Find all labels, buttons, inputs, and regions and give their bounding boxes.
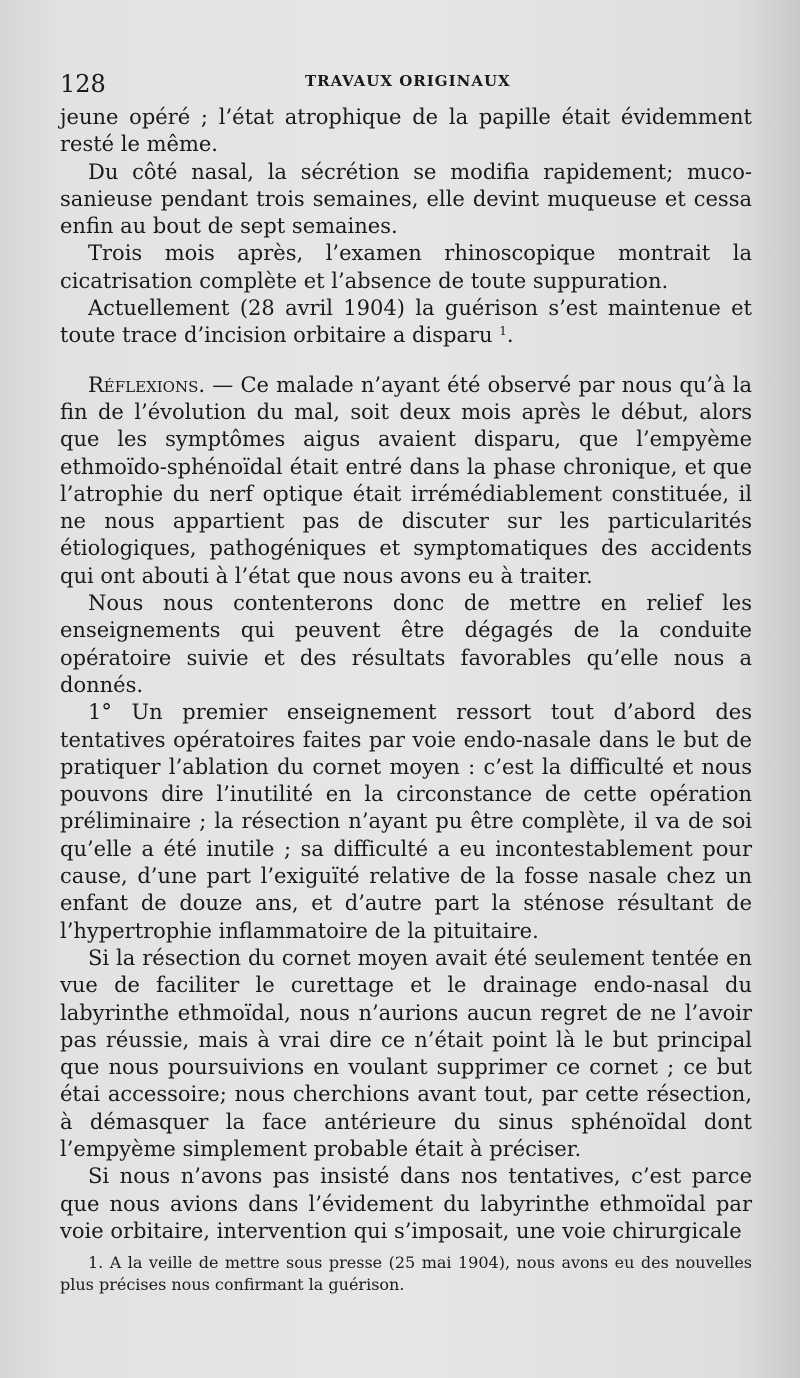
- footnote-ref: 1: [499, 324, 507, 339]
- section-heading: Réflexions.: [88, 372, 206, 397]
- paragraph: Si la résection du cornet moyen avait été seulement tentée en vue de faciliter le curettage et le drainage endo-nasal du labyrinthe ethmoïdal, nous n’aurions aucun regret de ne l’avoir pas réussie, mais à vrai dire ce n’était point là le but principal que nous poursuivions en voulant supprimer ce cornet ; ce but étai accessoire; nous cherchions avant tout, par cette résection, à démasquer la face antérieure du sinus sphénoïdal dont l’empyème simplement probable était à préciser.: [60, 945, 752, 1161]
- paragraph: Trois mois après, l’examen rhinoscopique montrait la cicatrisation complète et l’absence de toute suppuration.: [60, 241, 752, 293]
- running-head: TRAVAUX ORIGINAUX: [305, 72, 511, 90]
- page-header: [60, 66, 750, 96]
- footnote-text: 1. A la veille de mettre sous presse (25 mai 1904), nous avons eu des nouvelles plus précises nous confirmant la guérison.: [60, 1253, 752, 1294]
- paragraph: [60, 372, 752, 590]
- page-number: 128: [60, 70, 106, 98]
- body-text: [60, 104, 752, 1245]
- paragraph: Nous nous contenterons donc de mettre en relief les enseignements qui peuvent être dégagés de la conduite opératoire suivie et des résultats favorables qu’elle nous a donnés.: [60, 591, 752, 697]
- paragraph-text: — Ce malade n’ayant été observé par nous qu’à la fin de l’évolution du mal, soit deux mois après le début, alors que les symptômes aigus avaient disparu, que l’empyème ethmoïdo-sphénoïdal était entré dans la phase chronique, et que l’atrophie du nerf optique était irrémédiablement constituée, il ne nous appartient pas de discuter sur les particularités étiologiques, pathogéniques et symptomatiques des accidents qui ont abouti à l’état que nous avons eu à traiter.: [60, 372, 752, 588]
- paragraph: 1° Un premier enseignement ressort tout d’abord des tentatives opératoires faites par voie endo-nasale dans le but de pratiquer l’ablation du cornet moyen : c’est la difficulté et nous pouvons dire l’inutilité en la circonstance de cette opération préliminaire ; la résection n’ayant pu être complète, il va de soi qu’elle a été inutile ; sa difficulté a eu incontestablement pour cause, d’une part l’exiguïté relative de la fosse nasale chez un enfant de douze ans, et d’autre part la sténose résultant de l’hypertrophie inflammatoire de la pituitaire.: [60, 700, 752, 943]
- paragraph: Si nous n’avons pas insisté dans nos tentatives, c’est parce que nous avions dans l’évidement du labyrinthe ethmoïdal par voie orbitaire, intervention qui s’imposait, une voie chirurgicale: [60, 1164, 752, 1243]
- paragraph-text: Actuellement (28 avril 1904) la guérison s’est maintenue et toute trace d’incision orbitaire a disparu: [60, 296, 752, 348]
- paragraph: [60, 295, 752, 350]
- paragraph: jeune opéré ; l’état atrophique de la papille était évidemment resté le même.: [60, 105, 752, 157]
- footnote: [60, 1252, 752, 1296]
- paragraph-end: .: [506, 323, 514, 348]
- paragraph: Du côté nasal, la sécrétion se modifia rapidement; muco-sanieuse pendant trois semaines, elle devint muqueuse et cessa enfin au bout de sept semaines.: [60, 159, 752, 239]
